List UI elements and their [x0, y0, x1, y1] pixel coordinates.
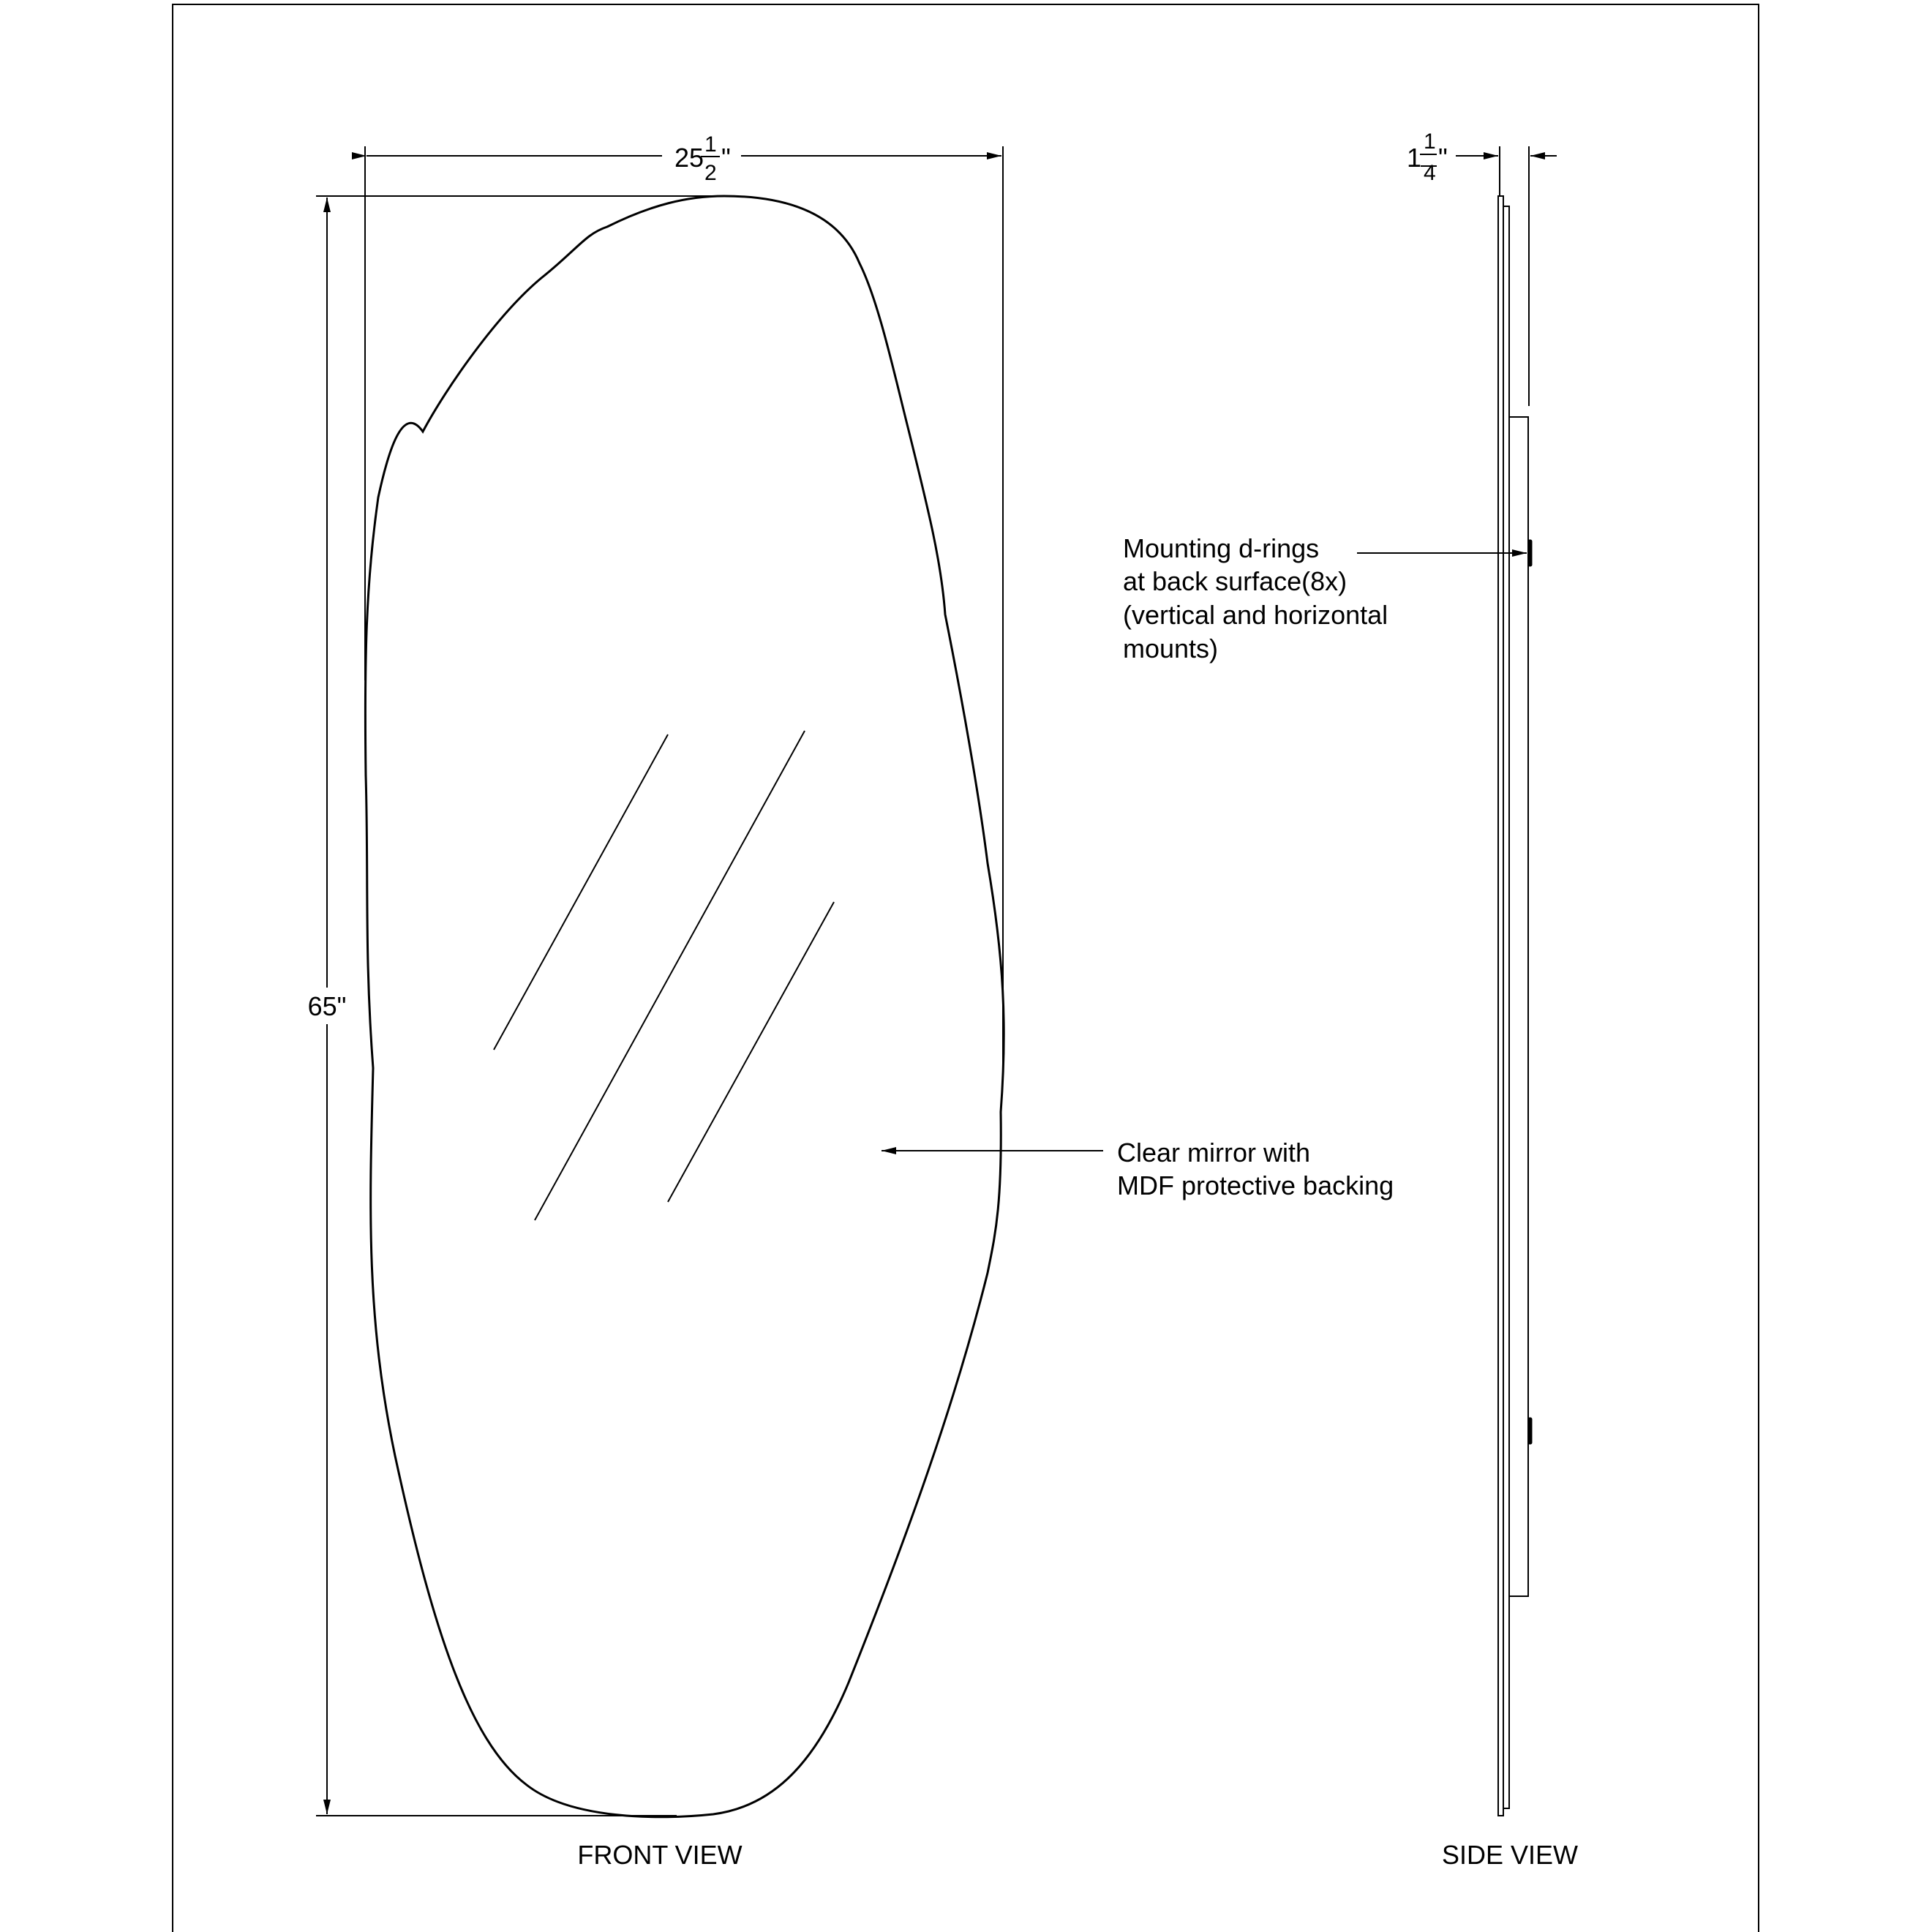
mirror-callout-line-1: Clear mirror with: [1117, 1138, 1311, 1168]
mounting-callout: [1123, 533, 1395, 664]
mounting-callout-line-3: (vertical and horizontal: [1123, 600, 1388, 630]
mirror-outline: [365, 196, 1004, 1817]
reflection-line: [535, 731, 805, 1220]
reflection-line: [668, 902, 834, 1202]
mounting-panel: [1509, 417, 1528, 1596]
width-frac-num: 1: [704, 132, 717, 157]
d-ring-upper: [1528, 540, 1532, 566]
depth-dimension: [1407, 129, 1557, 406]
width-unit: ": [721, 143, 731, 173]
mirror-callout-line-2: MDF protective backing: [1117, 1170, 1394, 1200]
mdf-backing-edge: [1503, 206, 1509, 1808]
side-view: [1123, 129, 1578, 1870]
width-dimension: [365, 132, 1003, 1068]
mirror-callout: [1117, 1138, 1394, 1200]
height-dimension: [308, 196, 732, 1816]
width-frac-den: 2: [704, 161, 717, 185]
reflection-line: [494, 734, 668, 1050]
mounting-callout-line-4: mounts): [1123, 634, 1219, 664]
depth-whole: 1: [1407, 143, 1422, 173]
front-view: [308, 132, 1394, 1870]
mirror-glass-edge: [1498, 196, 1503, 1816]
d-ring-lower: [1528, 1418, 1532, 1444]
front-view-label: FRONT VIEW: [577, 1840, 743, 1870]
depth-frac-den: 4: [1424, 161, 1436, 185]
sheet-border: [173, 4, 1759, 1932]
mounting-callout-line-2: at back surface(8x): [1123, 566, 1347, 596]
side-view-label: SIDE VIEW: [1441, 1840, 1579, 1870]
depth-unit: ": [1438, 143, 1448, 173]
width-whole: 25: [674, 143, 704, 173]
mounting-callout-line-1: Mounting d-rings: [1123, 533, 1320, 563]
height-label: 65": [307, 991, 347, 1021]
depth-frac-num: 1: [1424, 129, 1436, 154]
